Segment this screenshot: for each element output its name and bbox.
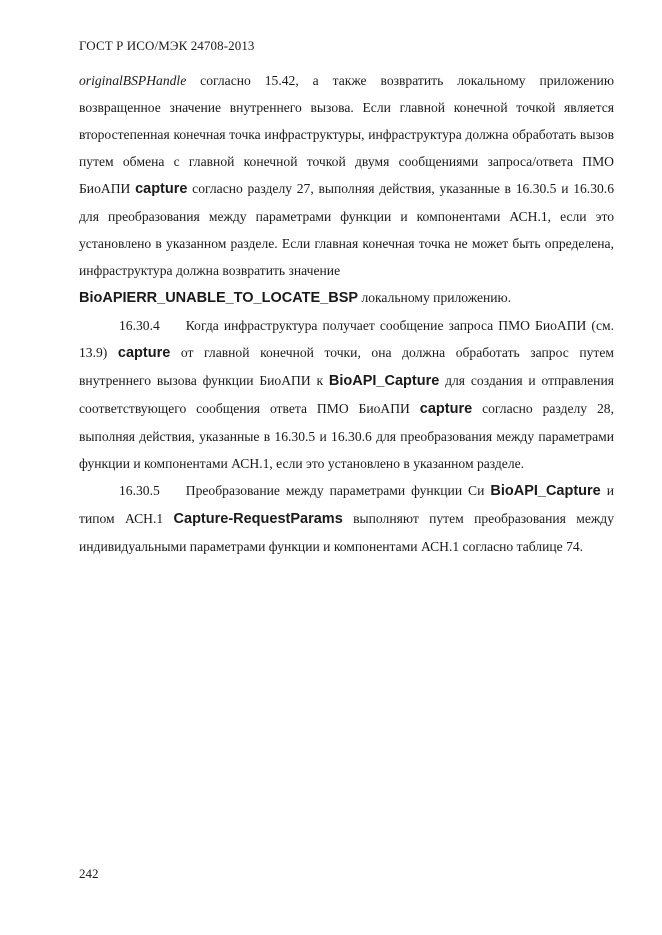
keyword-capture-request-params: Capture-RequestParams [173,511,343,527]
text-run: выполняют путем преобразования между индивидуальными параметрами функции и компонентами АСН.1 согласно таблице 74. [79,511,614,554]
paragraph-2 [79,312,614,477]
keyword-capture: capture [135,181,188,197]
text-run: согласно разделу 27, выполняя действия, указанные в 16.30.5 и 16.30.6 для преобразования между параметрами функции и компонентами АСН.1, если это установлено в указанном разделе. Если главная конечная точка не может быть определена, инфраструктура должна возвратить значение [79,181,614,278]
text-run: для создания и отправления соответствующего сообщения ответа ПМО БиоАПИ [79,373,614,416]
keyword-error-code: BioAPIERR_UNABLE_TO_LOCATE_BSP [79,290,359,306]
page-number: 242 [79,866,99,881]
keyword-capture: capture [117,345,171,361]
paragraph-1 [79,67,614,312]
keyword-bioapi-capture: BioAPI_Capture [328,373,440,389]
keyword-bioapi-capture: BioAPI_Capture [490,483,601,499]
document-body [79,67,614,560]
text-run: Преобразование между параметрами функции Си [185,483,491,498]
text-run: согласно 15.42, а также возвратить локальному приложению возвращенное значение внутреннего вызова. Если главной конечной точкой является второстепенная конечная точка инфраструктуры, инфраструктура должна обработать вызов путем обмена с главной конечной точкой двумя сообщениями запроса/ответа ПМО БиоАПИ [79,73,614,196]
clause-number: 16.30.5 [119,483,160,498]
text-run: согласно разделу 28, выполняя действия, указанные в 16.30.5 и 16.30.6 для преобразования между параметрами функции и компонентами АСН.1, если это установлено в указанном разделе. [79,401,614,471]
text-run: и типом АСН.1 [79,483,614,526]
keyword-capture: capture [419,401,473,417]
clause-number: 16.30.4 [119,318,160,333]
paragraph-3 [79,477,614,560]
italic-term: originalBSPHandle [79,73,187,88]
document-header: ГОСТ Р ИСО/МЭК 24708-2013 [79,38,255,53]
text-run: локальному приложению. [358,290,512,305]
text-run: Когда инфраструктура получает сообщение запроса ПМО БиоАПИ (см. 13.9) [79,318,614,360]
text-run: от главной конечной точки, она должна обработать запрос путем внутреннего вызова функции БиоАПИ к [79,345,614,388]
